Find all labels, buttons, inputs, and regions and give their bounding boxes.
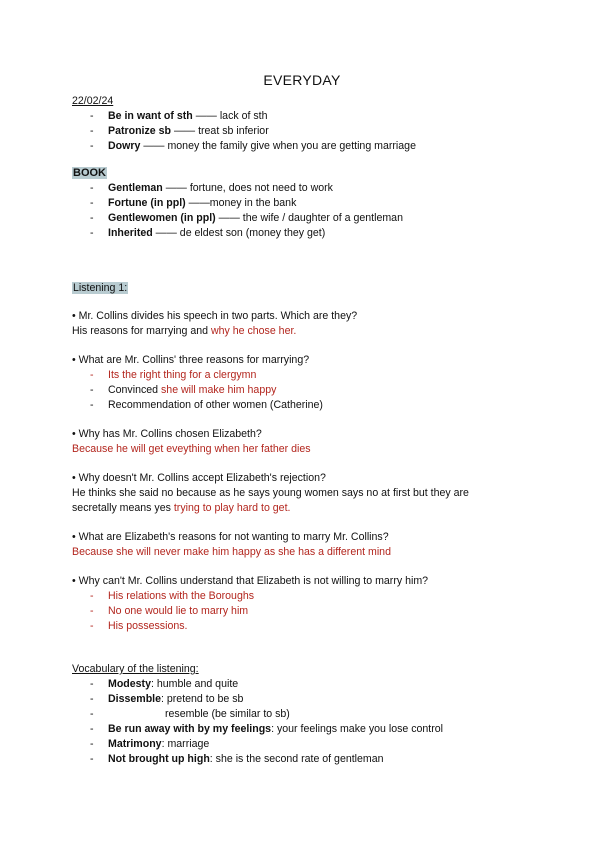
definition: : marriage bbox=[161, 738, 210, 750]
answer-4-line-2 bbox=[72, 501, 532, 516]
list-item bbox=[90, 226, 532, 241]
question-3: • Why has Mr. Collins chosen Elizabeth? bbox=[72, 428, 262, 440]
definition: —— fortune, does not need to work bbox=[162, 182, 333, 194]
term: Be run away with by my feelings bbox=[108, 723, 272, 735]
answer-2-list bbox=[72, 368, 532, 413]
date: 22/02/24 bbox=[72, 95, 114, 107]
term: Gentleman bbox=[108, 182, 163, 194]
list-item bbox=[90, 722, 532, 737]
definition: —— treat sb inferior bbox=[171, 125, 269, 137]
list-item bbox=[90, 737, 532, 752]
answer-highlight: she will make him happy bbox=[161, 384, 277, 396]
definition: —— de eldest son (money they get) bbox=[152, 227, 326, 239]
list-item: - No one would lie to marry him bbox=[90, 604, 532, 619]
answer-text: secretally means yes bbox=[72, 502, 174, 514]
question-4: • Why doesn't Mr. Collins accept Elizabeth's rejection? bbox=[72, 472, 326, 484]
question-5: • What are Elizabeth's reasons for not wanting to marry Mr. Collins? bbox=[72, 531, 389, 543]
list-item bbox=[90, 109, 532, 124]
answer-6-list bbox=[72, 589, 532, 634]
term: Dowry bbox=[108, 140, 141, 152]
answer-text: His reasons for marrying and bbox=[72, 325, 211, 337]
book-list bbox=[72, 181, 532, 241]
vocabulary-list bbox=[72, 677, 532, 767]
document-title: EVERYDAY bbox=[263, 72, 341, 88]
list-item bbox=[90, 181, 532, 196]
list-item: - Recommendation of other women (Catherine) bbox=[90, 398, 532, 413]
answer-4-line-1: He thinks she said no because as he says young women says no at first but they are bbox=[72, 487, 469, 499]
definition: —— the wife / daughter of a gentleman bbox=[215, 212, 403, 224]
definition: —— money the family give when you are getting marriage bbox=[140, 140, 416, 152]
list-item bbox=[90, 124, 532, 139]
definition: : your feelings make you lose control bbox=[271, 723, 444, 735]
list-item bbox=[90, 196, 532, 211]
question-6: • Why can't Mr. Collins understand that Elizabeth is not willing to marry him? bbox=[72, 575, 429, 587]
answer-highlight: trying to play hard to get. bbox=[173, 502, 291, 514]
document-page bbox=[72, 72, 532, 767]
term: Gentlewomen (in ppl) bbox=[108, 212, 216, 224]
term: Dissemble bbox=[108, 693, 161, 705]
term: Patronize sb bbox=[108, 125, 171, 137]
question-1: • Mr. Collins divides his speech in two parts. Which are they? bbox=[72, 310, 358, 322]
term: Fortune (in ppl) bbox=[108, 197, 186, 209]
list-item: - His relations with the Boroughs bbox=[90, 589, 532, 604]
definition: —— lack of sth bbox=[192, 110, 268, 122]
answer-5: Because she will never make him happy as she has a different mind bbox=[72, 546, 391, 558]
vocabulary-heading: Vocabulary of the listening: bbox=[72, 663, 199, 675]
intro-list bbox=[72, 109, 532, 154]
answer-1 bbox=[72, 324, 532, 339]
list-item bbox=[90, 692, 532, 707]
question-2: • What are Mr. Collins' three reasons for marrying? bbox=[72, 354, 310, 366]
definition: : humble and quite bbox=[150, 678, 239, 690]
list-item bbox=[90, 139, 532, 154]
definition: : she is the second rate of gentleman bbox=[209, 753, 384, 765]
listening-heading bbox=[72, 281, 532, 296]
list-item: - Its the right thing for a clergymn bbox=[90, 368, 532, 383]
list-item: - His possessions. bbox=[90, 619, 532, 634]
answer-3: Because he will get eveything when her father dies bbox=[72, 443, 311, 455]
list-item bbox=[90, 383, 532, 398]
definition: : pretend to be sb bbox=[161, 693, 244, 705]
term: Inherited bbox=[108, 227, 153, 239]
list-item bbox=[90, 677, 532, 692]
answer-highlight: why he chose her. bbox=[210, 325, 297, 337]
list-item bbox=[90, 752, 532, 767]
list-item-continuation bbox=[90, 707, 532, 722]
term: Not brought up high bbox=[108, 753, 210, 765]
list-item bbox=[90, 211, 532, 226]
book-heading bbox=[72, 166, 532, 181]
answer-text: Convinced bbox=[108, 384, 161, 396]
term: Matrimony bbox=[108, 738, 162, 750]
definition: ——money in the bank bbox=[185, 197, 297, 209]
term: Modesty bbox=[108, 678, 151, 690]
listening-heading-label: Listening 1: bbox=[73, 282, 128, 294]
book-heading-label: BOOK bbox=[73, 167, 106, 179]
term: Be in want of sth bbox=[108, 110, 193, 122]
definition: resemble (be similar to sb) bbox=[165, 708, 290, 720]
